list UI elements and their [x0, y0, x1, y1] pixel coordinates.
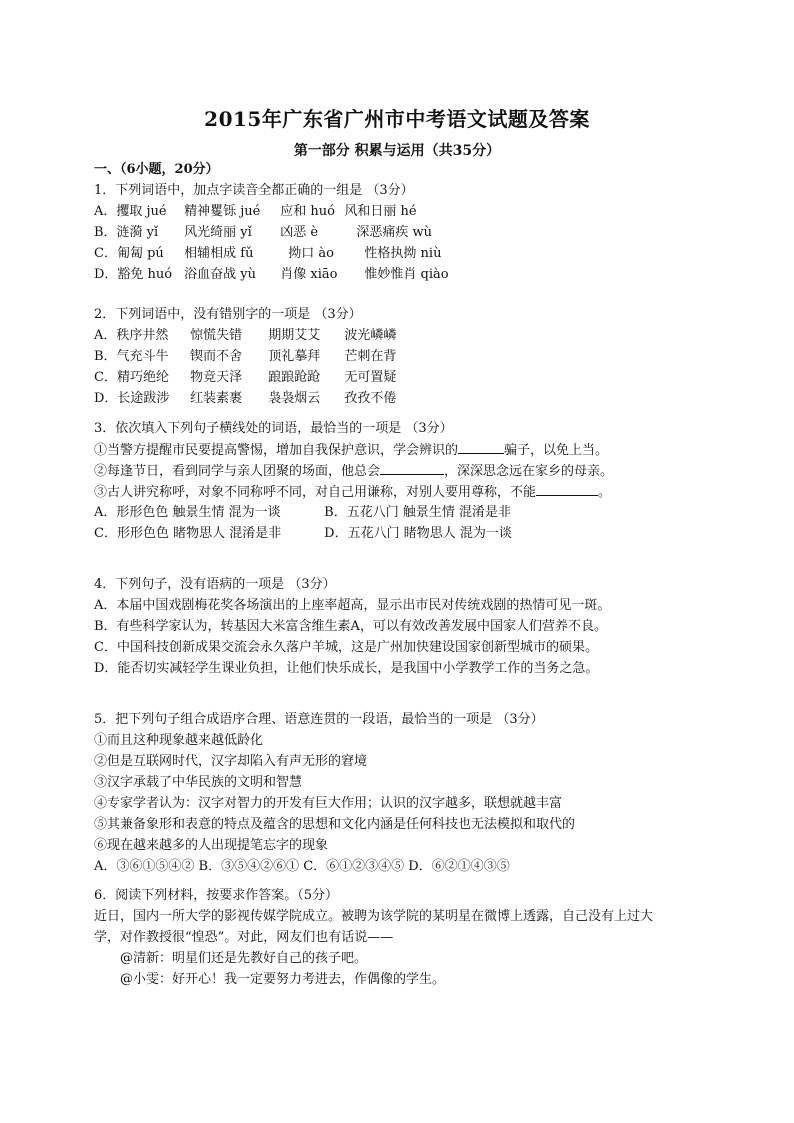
q5-item-5: ⑤其兼备象形和表意的特点及蕴含的思想和文化内涵是任何科技也无法模拟和取代的 — [94, 817, 576, 832]
q1-d-1: D．豁免 huó — [94, 267, 173, 282]
q2-c-1: C．精巧绝纶 — [94, 370, 169, 385]
q1-d-3: 肖像 xiāo — [280, 267, 338, 282]
q1-a-3: 应和 huó — [280, 204, 335, 219]
q3-option-a: A．形形色色 触景生情 混为一谈 — [94, 505, 281, 520]
q3-sentence-1 — [94, 441, 608, 460]
q3-option-c: C．形形色色 睹物思人 混淆是非 — [94, 526, 282, 541]
page-title: 2015年广东省广州市中考语文试题及答案 — [204, 107, 590, 131]
q5-item-1: ①而且这种现象越来越低龄化 — [94, 733, 264, 748]
q1-c-4: 性格执拗 niù — [364, 246, 442, 261]
q4-option-c: C．中国科技创新成果交流会永久落户羊城，这是广州加快建设国家创新型城市的硕果。 — [94, 640, 598, 655]
q6-comment-qingxin: @清新：明星们还是先教好自己的孩子吧。 — [120, 951, 368, 966]
q2-stem: 2．下列词语中，没有错别字的一项是 （3分） — [94, 307, 362, 322]
q3-options-cd — [94, 525, 512, 543]
q4-option-d: D．能否切实减轻学生课业负担，让他们快乐成长，是我国中小学教学工作的当务之急。 — [94, 661, 599, 676]
q2-b-1: B．气充斗牛 — [94, 349, 169, 364]
q2-a-1: A．秩序井然 — [94, 328, 169, 343]
q1-c-1: C．匍匐 pú — [94, 246, 164, 261]
q2-option-b — [94, 348, 396, 366]
q2-d-1: D．长途跋涉 — [94, 391, 170, 406]
q3-options-ab — [94, 504, 511, 522]
q1-c-2: 相辅相成 fǔ — [184, 246, 254, 261]
q6-paragraph-line-1: 近日，国内一所大学的影视传媒学院成立。被聘为该学院的某明星在微博上透露，自己没有上过大 — [94, 909, 654, 924]
q2-a-4: 波光嶙嶙 — [344, 328, 397, 343]
q1-c-3: 拗口 ào — [288, 246, 334, 261]
q2-b-4: 芒刺在背 — [344, 349, 397, 364]
q1-option-b — [94, 224, 432, 242]
q1-b-4: 深恶痛疾 wù — [356, 225, 433, 240]
q3-sentence-3 — [94, 483, 611, 502]
q1-d-2: 浴血奋战 yù — [184, 267, 256, 282]
part-title: 第一部分 积累与运用（共35分） — [293, 143, 501, 159]
q3-s2-after: ，深深思念远在家乡的母亲。 — [444, 464, 614, 479]
q3-s3-before: ③古人讲究称呼，对象不同称呼不同，对自己用谦称，对别人要用尊称，不能 — [94, 485, 537, 500]
q2-b-3: 顶礼摹拜 — [268, 349, 321, 364]
q1-d-4: 惟妙惟肖 qiào — [364, 267, 449, 282]
q3-s2-before: ②每逢节日，看到同学与亲人团聚的场面，他总会 — [94, 464, 381, 479]
q3-sentence-2 — [94, 462, 613, 481]
q2-d-2: 红装素裹 — [190, 391, 243, 406]
q3-s1-after: 骗子，以免上当。 — [504, 443, 609, 458]
q2-option-d — [94, 390, 396, 408]
q5-item-4: ④专家学者认为：汉字对智力的开发有巨大作用；认识的汉字越多，联想就越丰富 — [94, 796, 563, 811]
q1-b-3: 凶恶 è — [280, 225, 319, 240]
q3-s3-after: 。 — [598, 485, 612, 500]
q2-d-4: 孜孜不倦 — [344, 391, 397, 406]
q2-a-2: 惊慌失错 — [190, 328, 243, 343]
q2-option-c — [94, 369, 396, 387]
q6-stem: 6．阅读下列材料，按要求作答案。（5分） — [94, 888, 339, 903]
q5-stem: 5．把下列句子组合成语序合理、语意连贯的一段语，最恰当的一项是 （3分） — [94, 712, 544, 727]
q4-option-b: B．有些科学家认为，转基因大米富含维生素A，可以有效改善发展中国家人们营养不良。 — [94, 619, 607, 634]
q3-blank-2 — [380, 462, 444, 475]
q3-option-b: B．五花八门 触景生情 混淆是非 — [324, 505, 511, 520]
q2-option-a — [94, 327, 396, 345]
q3-blank-3 — [536, 483, 598, 496]
q1-option-a — [94, 203, 417, 221]
q5-answer-options: A．③⑥①⑤④② B．③⑤④②⑥① C．⑥①②③④⑤ D．⑥②①④③⑤ — [94, 859, 510, 874]
q3-stem: 3．依次填入下列句子横线处的词语，最恰当的一项是 （3分） — [94, 421, 453, 436]
section-title: 一、（6小题，20分） — [94, 162, 219, 177]
q2-a-3: 期期艾艾 — [268, 328, 321, 343]
q5-item-6: ⑥现在越来越多的人出现提笔忘字的现象 — [94, 838, 329, 853]
q1-b-1: B．涟漪 yǐ — [94, 225, 159, 240]
q1-a-4: 风和日丽 hé — [344, 204, 417, 219]
q5-item-2: ②但是互联网时代，汉字却陷入有声无形的窘境 — [94, 754, 368, 769]
q2-c-3: 踉踉跄跄 — [268, 370, 321, 385]
q1-option-c — [94, 245, 441, 263]
q2-c-2: 物竞天泽 — [190, 370, 243, 385]
q5-item-3: ③汉字承载了中华民族的文明和智慧 — [94, 775, 303, 790]
q1-a-2: 精神矍铄 jué — [184, 204, 261, 219]
q4-stem: 4．下列句子，没有语病的一项是 （3分） — [94, 577, 336, 592]
q2-b-2: 锲而不舍 — [190, 349, 243, 364]
q1-b-2: 风光绮丽 yǐ — [184, 225, 252, 240]
q3-option-d: D．五花八门 睹物思人 混为一谈 — [324, 526, 512, 541]
q1-option-d — [94, 266, 449, 284]
q3-s1-before: ①当警方提醒市民要提高警惕，增加自我保护意识，学会辨识的 — [94, 443, 459, 458]
q1-stem: 1．下列词语中，加点字读音全都正确的一组是 （3分） — [94, 183, 414, 198]
q2-c-4: 无可置疑 — [344, 370, 397, 385]
q1-a-1: A．攫取 jué — [94, 204, 167, 219]
q6-paragraph-line-2: 学，对作教授很“惶恐”。对此，网友们也有话说—— — [94, 930, 394, 945]
q6-comment-xiaowen: @小雯：好开心！我一定要努力考进去，作偶像的学生。 — [120, 972, 446, 987]
q3-blank-1 — [458, 441, 504, 454]
q4-option-a: A．本届中国戏剧梅花奖各场演出的上座率超高，显示出市民对传统戏剧的热情可见一斑。 — [94, 598, 611, 613]
q2-d-3: 袅袅烟云 — [268, 391, 321, 406]
